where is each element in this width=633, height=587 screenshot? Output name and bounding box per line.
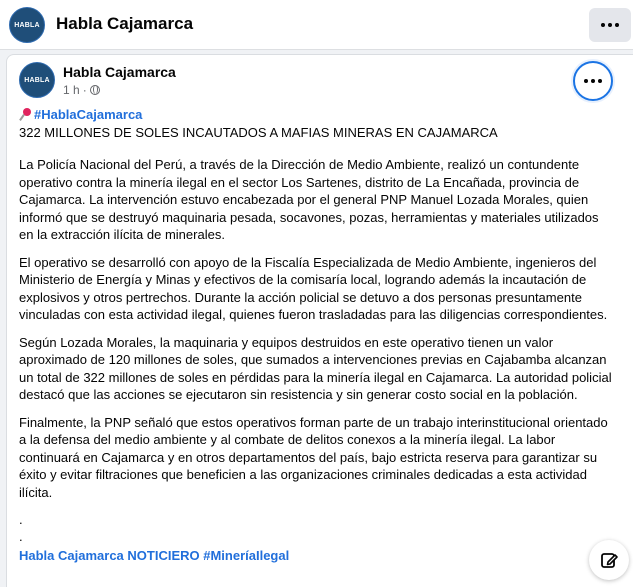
post-avatar[interactable]: [19, 62, 55, 98]
post-card: [6, 54, 633, 587]
page-avatar[interactable]: [9, 7, 45, 43]
post-meta: [63, 83, 100, 97]
post-paragraph: La Policía Nacional del Perú, a través de la Dirección de Medio Ambiente, realizó un contundente operativo contra la minería ilegal en el sector Los Sartenes, distrito de La Encañada, provincia de Cajamarca. La intervención estuvo encabezada por el general PNP Manuel Lozada Morales, quien informó que se destruyó maquinaria pesada, socavones, pozas, herramientas y materiales utilizados en la extracción ilícita de minerales.: [19, 157, 599, 242]
footer-hashtags[interactable]: Habla Cajamarca NOTICIERO #MineríaIlegal: [19, 548, 290, 563]
compose-message-button[interactable]: [589, 540, 629, 580]
ellipsis-icon: [601, 23, 619, 27]
post-more-button[interactable]: [573, 61, 613, 101]
meta-separator: ·: [82, 83, 87, 97]
edit-icon: [599, 550, 619, 570]
post-timestamp[interactable]: 1 h: [63, 83, 80, 97]
post-paragraph: Según Lozada Morales, la maquinaria y equipos destruidos en este operativo tienen un valor aproximado de 120 millones de soles, que sumados a intervenciones previas en Cajabamba alcanzan un total de 322 millones de soles en pérdidas para la minería ilegal en Cajamarca. La autoridad policial destacó que las acciones se ejecutaron sin resistencia y sin generar costo social en la población.: [19, 334, 612, 402]
post-logo: HABLA: [24, 76, 50, 84]
post-paragraph: Finalmente, la PNP señaló que estos operativos forman parte de un trabajo interinstitucional orientado a la defensa del medio ambiente y al combate de delitos conexos a la minería ilegal. La labor continuará en Cajamarca y en otros departamentos del país, bajo estricta reserva para garantizar su éxito y evitar filtraciones que beneficien a las organizaciones criminales dedicadas a esta actividad ilícita.: [19, 414, 608, 500]
ellipsis-icon: [584, 79, 602, 83]
hashtag-link[interactable]: #HablaCajamarca: [34, 107, 143, 122]
pushpin-icon: [19, 108, 32, 121]
hashtag-line: [19, 106, 615, 124]
page-logo: HABLA: [14, 21, 40, 29]
globe-icon[interactable]: [90, 85, 100, 95]
page-header: [0, 0, 633, 50]
post-paragraph: El operativo se desarrolló con apoyo de la Fiscalía Especializada de Medio Ambiente, ingenieros del Ministerio de Energía y Minas y efectivos de la comisaría local, logrando además la incautación de explosivos y otros pertrechos. Durante la acción policial se detuvo a dos personas presuntamente vinculadas con esta actividad ilegal, quienes fueron trasladadas para las diligencias correspondientes.: [19, 254, 608, 322]
header-more-button[interactable]: [589, 8, 631, 42]
page-title[interactable]: Habla Cajamarca: [56, 14, 194, 33]
post-dot-line: .: [19, 512, 23, 527]
post-dot-line: .: [19, 529, 23, 544]
post-author-name[interactable]: Habla Cajamarca: [63, 64, 176, 80]
post-headline: 322 MILLONES DE SOLES INCAUTADOS A MAFIAS MINERAS EN CAJAMARCA: [19, 124, 498, 140]
post-body: [19, 106, 615, 575]
